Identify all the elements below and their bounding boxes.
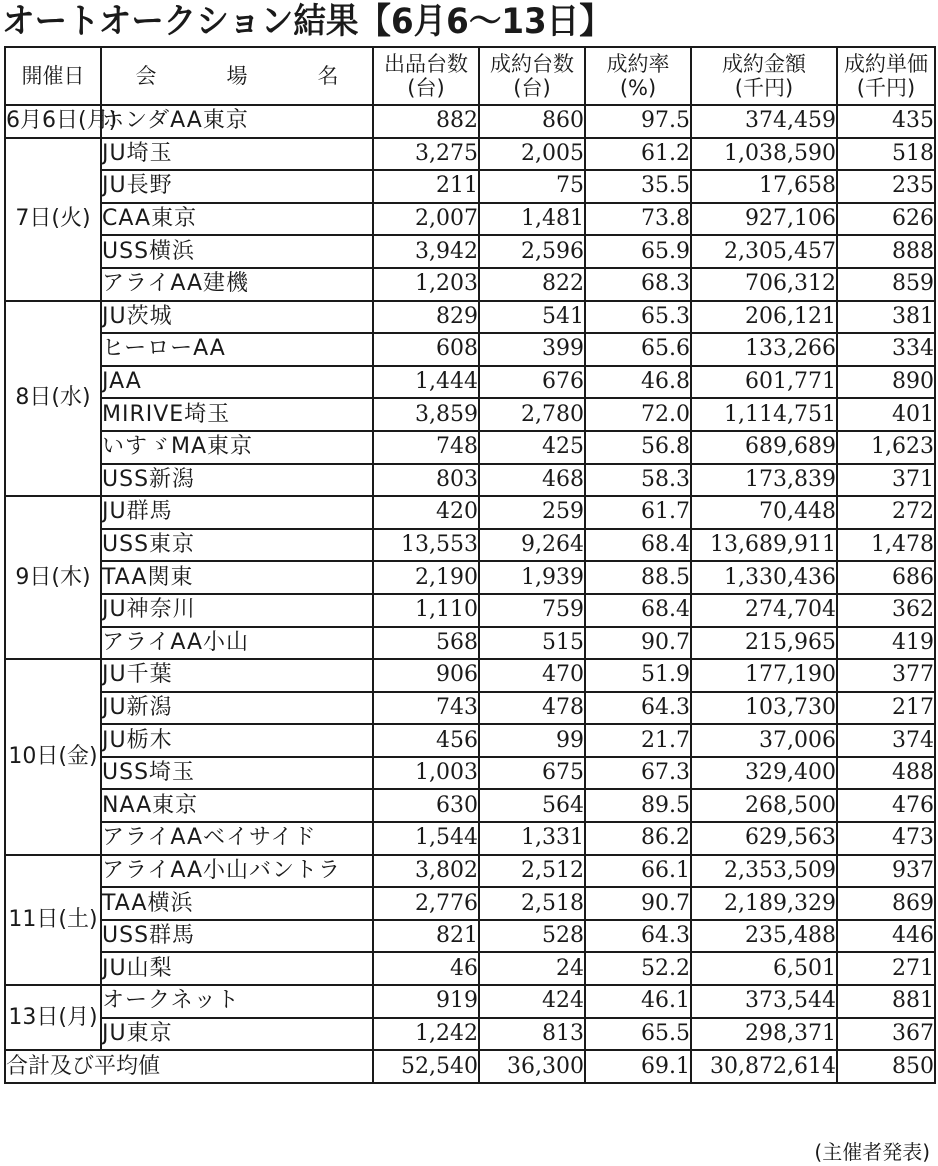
rate-cell: 52.2: [585, 952, 691, 985]
rate-cell: 65.9: [585, 235, 691, 268]
header-amount-label: 成約金額: [722, 52, 806, 76]
listed-cell: 630: [373, 789, 479, 822]
listed-cell: 743: [373, 692, 479, 725]
unit-price-cell: 1,478: [837, 529, 935, 562]
sold-cell: 99: [479, 724, 585, 757]
sold-cell: 759: [479, 594, 585, 627]
rate-cell: 67.3: [585, 757, 691, 790]
rate-cell: 64.3: [585, 920, 691, 953]
rate-cell: 72.0: [585, 398, 691, 431]
sold-cell: 75: [479, 170, 585, 203]
unit-price-cell: 626: [837, 203, 935, 236]
amount-cell: 103,730: [691, 692, 837, 725]
source-note: (主催者発表): [814, 1140, 930, 1164]
unit-price-cell: 377: [837, 659, 935, 692]
sold-cell: 259: [479, 496, 585, 529]
sold-cell: 676: [479, 366, 585, 399]
venue-cell: NAA東京: [101, 789, 373, 822]
unit-price-cell: 362: [837, 594, 935, 627]
venue-cell: USS群馬: [101, 920, 373, 953]
unit-price-cell: 1,623: [837, 431, 935, 464]
listed-cell: 803: [373, 464, 479, 497]
listed-cell: 568: [373, 627, 479, 660]
rate-cell: 64.3: [585, 692, 691, 725]
rate-cell: 35.5: [585, 170, 691, 203]
listed-cell: 748: [373, 431, 479, 464]
venue-cell: JU埼玉: [101, 138, 373, 171]
sold-cell: 515: [479, 627, 585, 660]
sold-cell: 468: [479, 464, 585, 497]
unit-price-cell: 890: [837, 366, 935, 399]
venue-cell: JU山梨: [101, 952, 373, 985]
header-rate-unit: (%): [619, 76, 657, 100]
amount-cell: 706,312: [691, 268, 837, 301]
table-row: [5, 170, 935, 203]
date-cell: 11日(土): [5, 855, 101, 985]
unit-price-cell: 888: [837, 235, 935, 268]
sold-cell: 399: [479, 333, 585, 366]
sold-cell: 425: [479, 431, 585, 464]
sold-cell: 2,780: [479, 398, 585, 431]
total-listed: 52,540: [373, 1050, 479, 1083]
total-amount: 30,872,614: [691, 1050, 837, 1083]
sold-cell: 2,596: [479, 235, 585, 268]
venue-cell: USS東京: [101, 529, 373, 562]
venue-cell: オークネット: [101, 985, 373, 1018]
header-sold-label: 成約台数: [490, 52, 574, 76]
sold-cell: 541: [479, 301, 585, 334]
rate-cell: 51.9: [585, 659, 691, 692]
total-unit-price: 850: [837, 1050, 935, 1083]
table-row: [5, 301, 935, 334]
table-row: [5, 496, 935, 529]
total-rate: 69.1: [585, 1050, 691, 1083]
header-date: 開催日: [5, 47, 101, 105]
listed-cell: 1,544: [373, 822, 479, 855]
unit-price-cell: 419: [837, 627, 935, 660]
header-amount-unit: (千円): [734, 76, 794, 100]
unit-price-cell: 869: [837, 887, 935, 920]
sold-cell: 813: [479, 1018, 585, 1051]
sold-cell: 1,331: [479, 822, 585, 855]
rate-cell: 97.5: [585, 105, 691, 138]
header-venue-char-2: 場: [226, 64, 248, 88]
listed-cell: 1,444: [373, 366, 479, 399]
rate-cell: 46.1: [585, 985, 691, 1018]
rate-cell: 46.8: [585, 366, 691, 399]
table-header: [5, 47, 935, 105]
table-row: [5, 1018, 935, 1051]
table-row: [5, 659, 935, 692]
amount-cell: 629,563: [691, 822, 837, 855]
unit-price-cell: 374: [837, 724, 935, 757]
unit-price-cell: 272: [837, 496, 935, 529]
listed-cell: 1,003: [373, 757, 479, 790]
amount-cell: 37,006: [691, 724, 837, 757]
header-unit-price: [837, 47, 935, 105]
listed-cell: 3,859: [373, 398, 479, 431]
amount-cell: 329,400: [691, 757, 837, 790]
table-row: [5, 431, 935, 464]
table-row: [5, 398, 935, 431]
date-cell: 13日(月): [5, 985, 101, 1050]
rate-cell: 65.3: [585, 301, 691, 334]
date-cell: 7日(火): [5, 138, 101, 301]
unit-price-cell: 217: [837, 692, 935, 725]
amount-cell: 6,501: [691, 952, 837, 985]
table-row: [5, 920, 935, 953]
listed-cell: 2,776: [373, 887, 479, 920]
venue-cell: USS埼玉: [101, 757, 373, 790]
date-cell: 10日(金): [5, 659, 101, 855]
venue-cell: JU長野: [101, 170, 373, 203]
header-listed-unit: (台): [407, 76, 445, 100]
amount-cell: 177,190: [691, 659, 837, 692]
header-venue: [101, 47, 373, 105]
rate-cell: 68.3: [585, 268, 691, 301]
date-cell: 8日(水): [5, 301, 101, 497]
unit-price-cell: 476: [837, 789, 935, 822]
venue-cell: USS横浜: [101, 235, 373, 268]
amount-cell: 601,771: [691, 366, 837, 399]
header-listed: [373, 47, 479, 105]
venue-cell: JU茨城: [101, 301, 373, 334]
table-row: [5, 627, 935, 660]
sold-cell: 470: [479, 659, 585, 692]
unit-price-cell: 473: [837, 822, 935, 855]
listed-cell: 1,242: [373, 1018, 479, 1051]
sold-cell: 424: [479, 985, 585, 1018]
listed-cell: 456: [373, 724, 479, 757]
table-row: [5, 789, 935, 822]
amount-cell: 2,189,329: [691, 887, 837, 920]
unit-price-cell: 435: [837, 105, 935, 138]
table-row: [5, 105, 935, 138]
page-title: オートオークション結果【6月6〜13日】: [2, 2, 612, 42]
sold-cell: 1,481: [479, 203, 585, 236]
unit-price-cell: 381: [837, 301, 935, 334]
rate-cell: 89.5: [585, 789, 691, 822]
venue-cell: アライAA建機: [101, 268, 373, 301]
amount-cell: 206,121: [691, 301, 837, 334]
amount-cell: 70,448: [691, 496, 837, 529]
listed-cell: 1,203: [373, 268, 479, 301]
unit-price-cell: 446: [837, 920, 935, 953]
venue-cell: JU栃木: [101, 724, 373, 757]
table-row: [5, 822, 935, 855]
table-row: [5, 887, 935, 920]
venue-cell: アライAA小山: [101, 627, 373, 660]
rate-cell: 90.7: [585, 627, 691, 660]
table-row: [5, 561, 935, 594]
venue-cell: ホンダAA東京: [101, 105, 373, 138]
amount-cell: 1,114,751: [691, 398, 837, 431]
amount-cell: 2,305,457: [691, 235, 837, 268]
unit-price-cell: 235: [837, 170, 935, 203]
sold-cell: 9,264: [479, 529, 585, 562]
sold-cell: 478: [479, 692, 585, 725]
unit-price-cell: 937: [837, 855, 935, 888]
listed-cell: 420: [373, 496, 479, 529]
total-label: 合計及び平均値: [5, 1050, 373, 1083]
listed-cell: 3,942: [373, 235, 479, 268]
date-cell: 9日(木): [5, 496, 101, 659]
venue-cell: ヒーローAA: [101, 333, 373, 366]
unit-price-cell: 488: [837, 757, 935, 790]
unit-price-cell: 518: [837, 138, 935, 171]
rate-cell: 65.5: [585, 1018, 691, 1051]
unit-price-cell: 881: [837, 985, 935, 1018]
table-row: [5, 724, 935, 757]
listed-cell: 906: [373, 659, 479, 692]
amount-cell: 274,704: [691, 594, 837, 627]
amount-cell: 17,658: [691, 170, 837, 203]
table-row: [5, 855, 935, 888]
listed-cell: 211: [373, 170, 479, 203]
amount-cell: 689,689: [691, 431, 837, 464]
amount-cell: 13,689,911: [691, 529, 837, 562]
header-rate-label: 成約率: [606, 52, 670, 76]
listed-cell: 2,190: [373, 561, 479, 594]
venue-cell: USS新潟: [101, 464, 373, 497]
venue-cell: CAA東京: [101, 203, 373, 236]
amount-cell: 1,330,436: [691, 561, 837, 594]
rate-cell: 65.6: [585, 333, 691, 366]
table-row: [5, 235, 935, 268]
rate-cell: 61.7: [585, 496, 691, 529]
amount-cell: 268,500: [691, 789, 837, 822]
amount-cell: 235,488: [691, 920, 837, 953]
sold-cell: 1,939: [479, 561, 585, 594]
amount-cell: 2,353,509: [691, 855, 837, 888]
header-row: [5, 47, 935, 105]
listed-cell: 3,275: [373, 138, 479, 171]
venue-cell: JU群馬: [101, 496, 373, 529]
rate-cell: 68.4: [585, 594, 691, 627]
sold-cell: 2,512: [479, 855, 585, 888]
amount-cell: 298,371: [691, 1018, 837, 1051]
listed-cell: 829: [373, 301, 479, 334]
listed-cell: 2,007: [373, 203, 479, 236]
venue-cell: アライAA小山バントラ: [101, 855, 373, 888]
sold-cell: 564: [479, 789, 585, 822]
venue-cell: TAA関東: [101, 561, 373, 594]
unit-price-cell: 401: [837, 398, 935, 431]
auction-results-table: [4, 46, 936, 1084]
table-row: [5, 952, 935, 985]
table-row: [5, 692, 935, 725]
rate-cell: 56.8: [585, 431, 691, 464]
header-listed-label: 出品台数: [384, 52, 468, 76]
total-row: [5, 1050, 935, 1083]
header-sold: [479, 47, 585, 105]
unit-price-cell: 271: [837, 952, 935, 985]
table-row: [5, 268, 935, 301]
amount-cell: 927,106: [691, 203, 837, 236]
rate-cell: 66.1: [585, 855, 691, 888]
header-rate: [585, 47, 691, 105]
table-footer: [5, 1050, 935, 1083]
unit-price-cell: 367: [837, 1018, 935, 1051]
amount-cell: 133,266: [691, 333, 837, 366]
table-row: [5, 464, 935, 497]
amount-cell: 373,544: [691, 985, 837, 1018]
sold-cell: 822: [479, 268, 585, 301]
rate-cell: 61.2: [585, 138, 691, 171]
total-sold: 36,300: [479, 1050, 585, 1083]
listed-cell: 13,553: [373, 529, 479, 562]
amount-cell: 215,965: [691, 627, 837, 660]
venue-cell: JU神奈川: [101, 594, 373, 627]
venue-cell: JU千葉: [101, 659, 373, 692]
table-row: [5, 757, 935, 790]
unit-price-cell: 371: [837, 464, 935, 497]
rate-cell: 58.3: [585, 464, 691, 497]
venue-cell: JU新潟: [101, 692, 373, 725]
table-row: [5, 529, 935, 562]
rate-cell: 88.5: [585, 561, 691, 594]
sold-cell: 675: [479, 757, 585, 790]
rate-cell: 68.4: [585, 529, 691, 562]
table-row: [5, 366, 935, 399]
unit-price-cell: 859: [837, 268, 935, 301]
header-unit-price-unit: (千円): [856, 76, 916, 100]
sold-cell: 2,005: [479, 138, 585, 171]
date-cell: 6月6日(月): [5, 105, 101, 138]
unit-price-cell: 686: [837, 561, 935, 594]
sold-cell: 24: [479, 952, 585, 985]
table-row: [5, 333, 935, 366]
amount-cell: 374,459: [691, 105, 837, 138]
venue-cell: MIRIVE埼玉: [101, 398, 373, 431]
table-row: [5, 985, 935, 1018]
venue-cell: いすゞMA東京: [101, 431, 373, 464]
amount-cell: 1,038,590: [691, 138, 837, 171]
header-venue-char-3: 名: [317, 64, 339, 88]
listed-cell: 1,110: [373, 594, 479, 627]
venue-cell: TAA横浜: [101, 887, 373, 920]
listed-cell: 46: [373, 952, 479, 985]
venue-cell: JAA: [101, 366, 373, 399]
table-body: [5, 105, 935, 1050]
listed-cell: 882: [373, 105, 479, 138]
rate-cell: 86.2: [585, 822, 691, 855]
sold-cell: 2,518: [479, 887, 585, 920]
rate-cell: 73.8: [585, 203, 691, 236]
rate-cell: 21.7: [585, 724, 691, 757]
table-row: [5, 203, 935, 236]
rate-cell: 90.7: [585, 887, 691, 920]
unit-price-cell: 334: [837, 333, 935, 366]
listed-cell: 919: [373, 985, 479, 1018]
amount-cell: 173,839: [691, 464, 837, 497]
listed-cell: 821: [373, 920, 479, 953]
table-row: [5, 594, 935, 627]
venue-cell: JU東京: [101, 1018, 373, 1051]
sold-cell: 528: [479, 920, 585, 953]
header-sold-unit: (台): [513, 76, 551, 100]
header-unit-price-label: 成約単価: [844, 52, 928, 76]
listed-cell: 3,802: [373, 855, 479, 888]
header-amount: [691, 47, 837, 105]
listed-cell: 608: [373, 333, 479, 366]
venue-cell: アライAAベイサイド: [101, 822, 373, 855]
header-venue-char-1: 会: [135, 64, 157, 88]
table-row: [5, 138, 935, 171]
sold-cell: 860: [479, 105, 585, 138]
